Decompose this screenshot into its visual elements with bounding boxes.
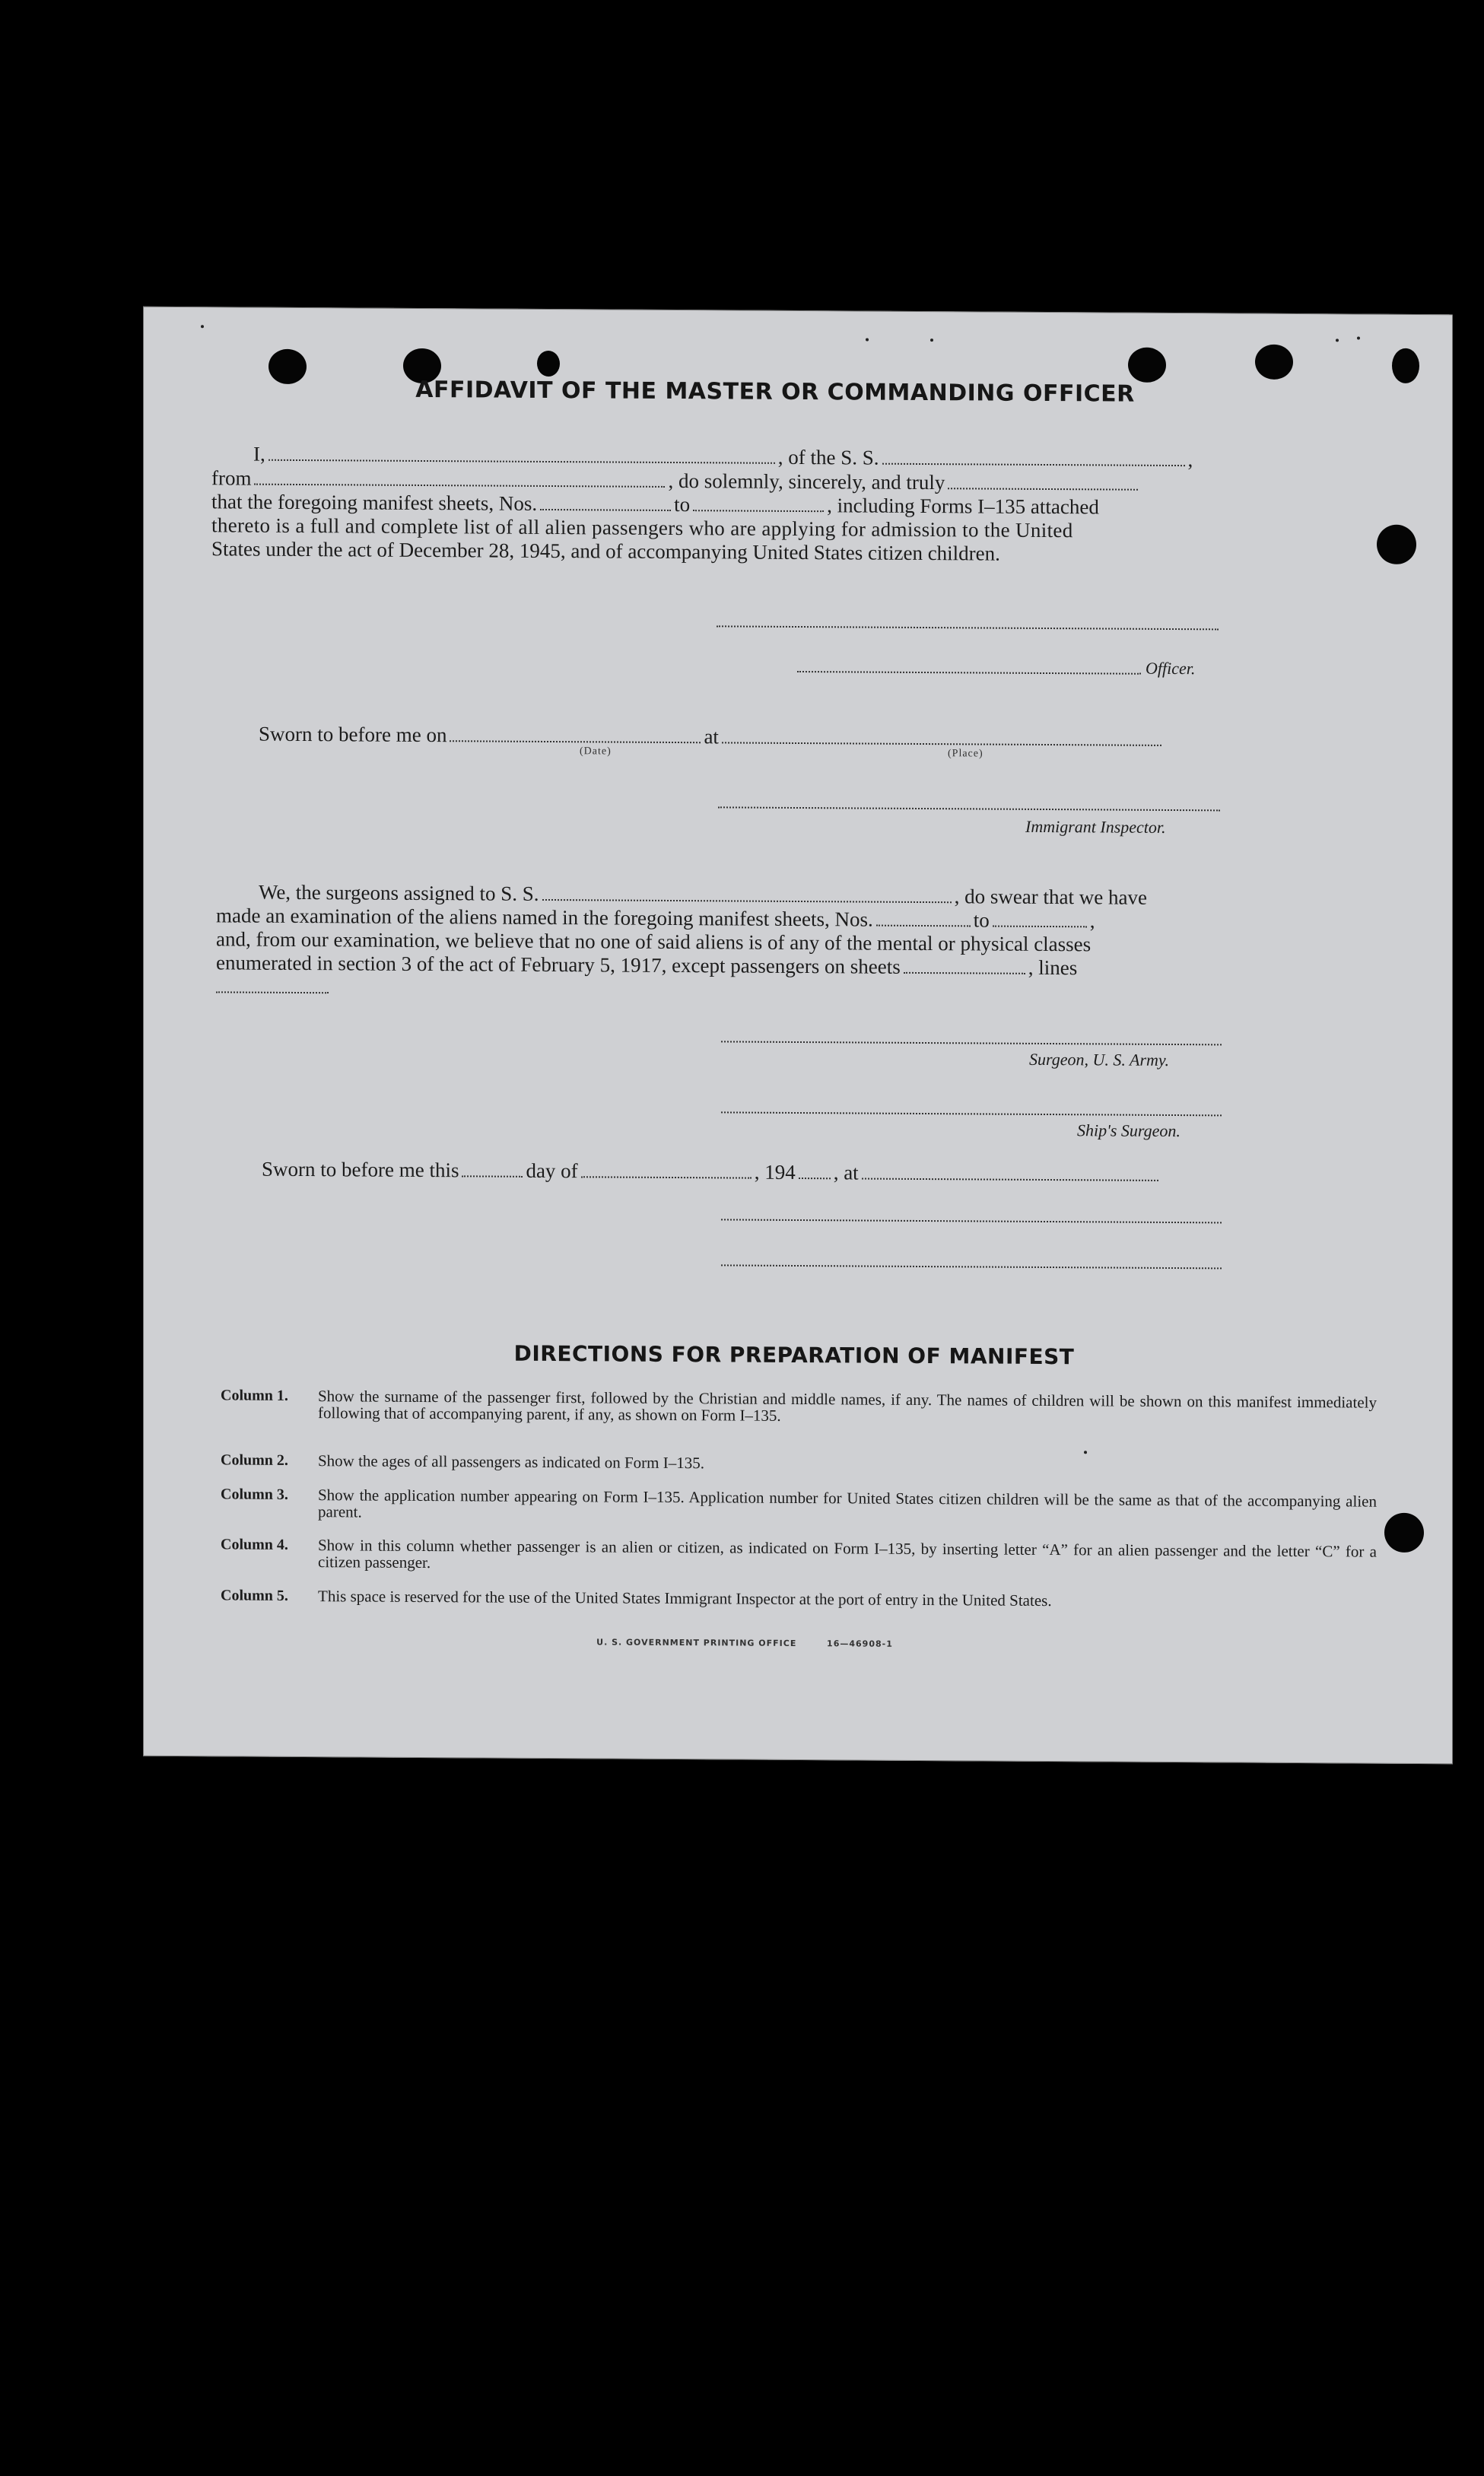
surgeons-line-1: We, the surgeons assigned to S. S. , do swear that we have xyxy=(259,880,1147,909)
speck xyxy=(866,339,869,342)
sworn-day-line: Sworn to before me this day of , 194 , at xyxy=(262,1158,1161,1187)
ss-label: , of the S. S. xyxy=(777,445,879,469)
direction-item xyxy=(221,1536,1377,1578)
direction-label: Column 2. xyxy=(221,1451,288,1469)
affidavit-line-5: States under the act of December 28, 1945, and of accompanying United States citizen children. xyxy=(211,537,1000,565)
surgeons-line-2: made an examination of the aliens named in the foregoing manifest sheets, Nos. to , xyxy=(216,904,1095,933)
place-caption: (Place) xyxy=(948,748,984,760)
direction-label: Column 4. xyxy=(221,1536,288,1553)
punch-hole xyxy=(1128,348,1166,383)
speck xyxy=(1336,339,1339,342)
master-signature-line xyxy=(717,625,1219,630)
speck xyxy=(201,325,204,328)
sworn-date-place-line: Sworn to before me on at xyxy=(259,723,1165,752)
affidavit-line-3: that the foregoing manifest sheets, Nos. to , including Forms I–135 attached xyxy=(211,490,1099,519)
form-code: 16—46908-1 xyxy=(827,1638,893,1649)
direction-label: Column 1. xyxy=(221,1387,288,1404)
punch-hole xyxy=(1377,525,1416,564)
direction-item xyxy=(221,1486,1377,1527)
army-surgeon-caption: Surgeon, U. S. Army. xyxy=(1029,1049,1169,1070)
printer-label: U. S. GOVERNMENT PRINTING OFFICE xyxy=(596,1637,797,1648)
speck xyxy=(1357,336,1360,339)
ship-surgeon-signature-line xyxy=(721,1111,1222,1116)
punch-hole xyxy=(1392,348,1419,383)
affidavit-title: AFFIDAVIT OF THE MASTER OR COMMANDING OFFICER xyxy=(415,376,1135,408)
date-caption: (Date) xyxy=(580,745,612,758)
direction-label: Column 3. xyxy=(221,1486,288,1503)
army-surgeon-signature-line xyxy=(721,1041,1222,1045)
inspector-signature-line xyxy=(718,806,1220,811)
speck xyxy=(930,339,933,342)
direction-text: This space is reserved for the use of the United States Immigrant Inspector at the port of entry in the United States. xyxy=(318,1587,1052,1610)
direction-text: Show the surname of the passenger first, followed by the Christian and middle names, if any. The names of children will be shown on this manifest immediately following that of accompanying parent, if any, as shown on Form I–135. xyxy=(318,1387,1377,1425)
officer-caption: Officer. xyxy=(1146,658,1196,679)
direction-text: Show in this column whether passenger is an alien or citizen, as indicated on Form I–135, by inserting letter “A” for an alien passenger and the letter “C” for a citizen passenger. xyxy=(318,1536,1377,1572)
direction-item xyxy=(221,1587,1377,1629)
ship-surgeon-caption: Ship's Surgeon. xyxy=(1077,1120,1181,1141)
place-fill-line-2 xyxy=(721,1264,1222,1269)
direction-item xyxy=(221,1387,1377,1447)
punch-hole xyxy=(1255,345,1293,380)
directions-title: DIRECTIONS FOR PREPARATION OF MANIFEST xyxy=(513,1340,1075,1370)
surgeons-line-4: enumerated in section 3 of the act of February 5, 1917, except passengers on sheets , lines xyxy=(216,951,1078,980)
surgeons-line-3: and, from our examination, we believe that no one of said aliens is of any of the mental or physical classes xyxy=(216,927,1092,956)
affidavit-i-label: I, xyxy=(253,442,265,466)
punch-hole xyxy=(1384,1513,1424,1553)
affidavit-line-4: thereto is a full and complete list of all alien passengers who are applying for admission to the United xyxy=(211,513,1073,542)
direction-label: Column 5. xyxy=(221,1587,288,1604)
speck xyxy=(1084,1451,1087,1454)
direction-item xyxy=(221,1451,1377,1476)
punch-hole xyxy=(537,351,560,377)
place-fill-line-1 xyxy=(721,1219,1222,1223)
officer-signature-line xyxy=(797,671,1141,675)
manifest-form-page xyxy=(143,307,1453,1765)
direction-text: Show the ages of all passengers as indicated on Form I–135. xyxy=(318,1451,704,1473)
surgeons-lines-field xyxy=(216,991,329,993)
inspector-caption: Immigrant Inspector. xyxy=(1025,816,1166,837)
printing-office-footer xyxy=(37,1634,1453,1652)
affidavit-line-2: from , do solemnly, sincerely, and truly xyxy=(211,466,1141,495)
affidavit-line-1: I, , of the S. S. , xyxy=(253,442,1193,472)
direction-text: Show the application number appearing on Form I–135. Application number for United States citizen children will be the same as that of the accompanying alien parent. xyxy=(318,1486,1377,1521)
